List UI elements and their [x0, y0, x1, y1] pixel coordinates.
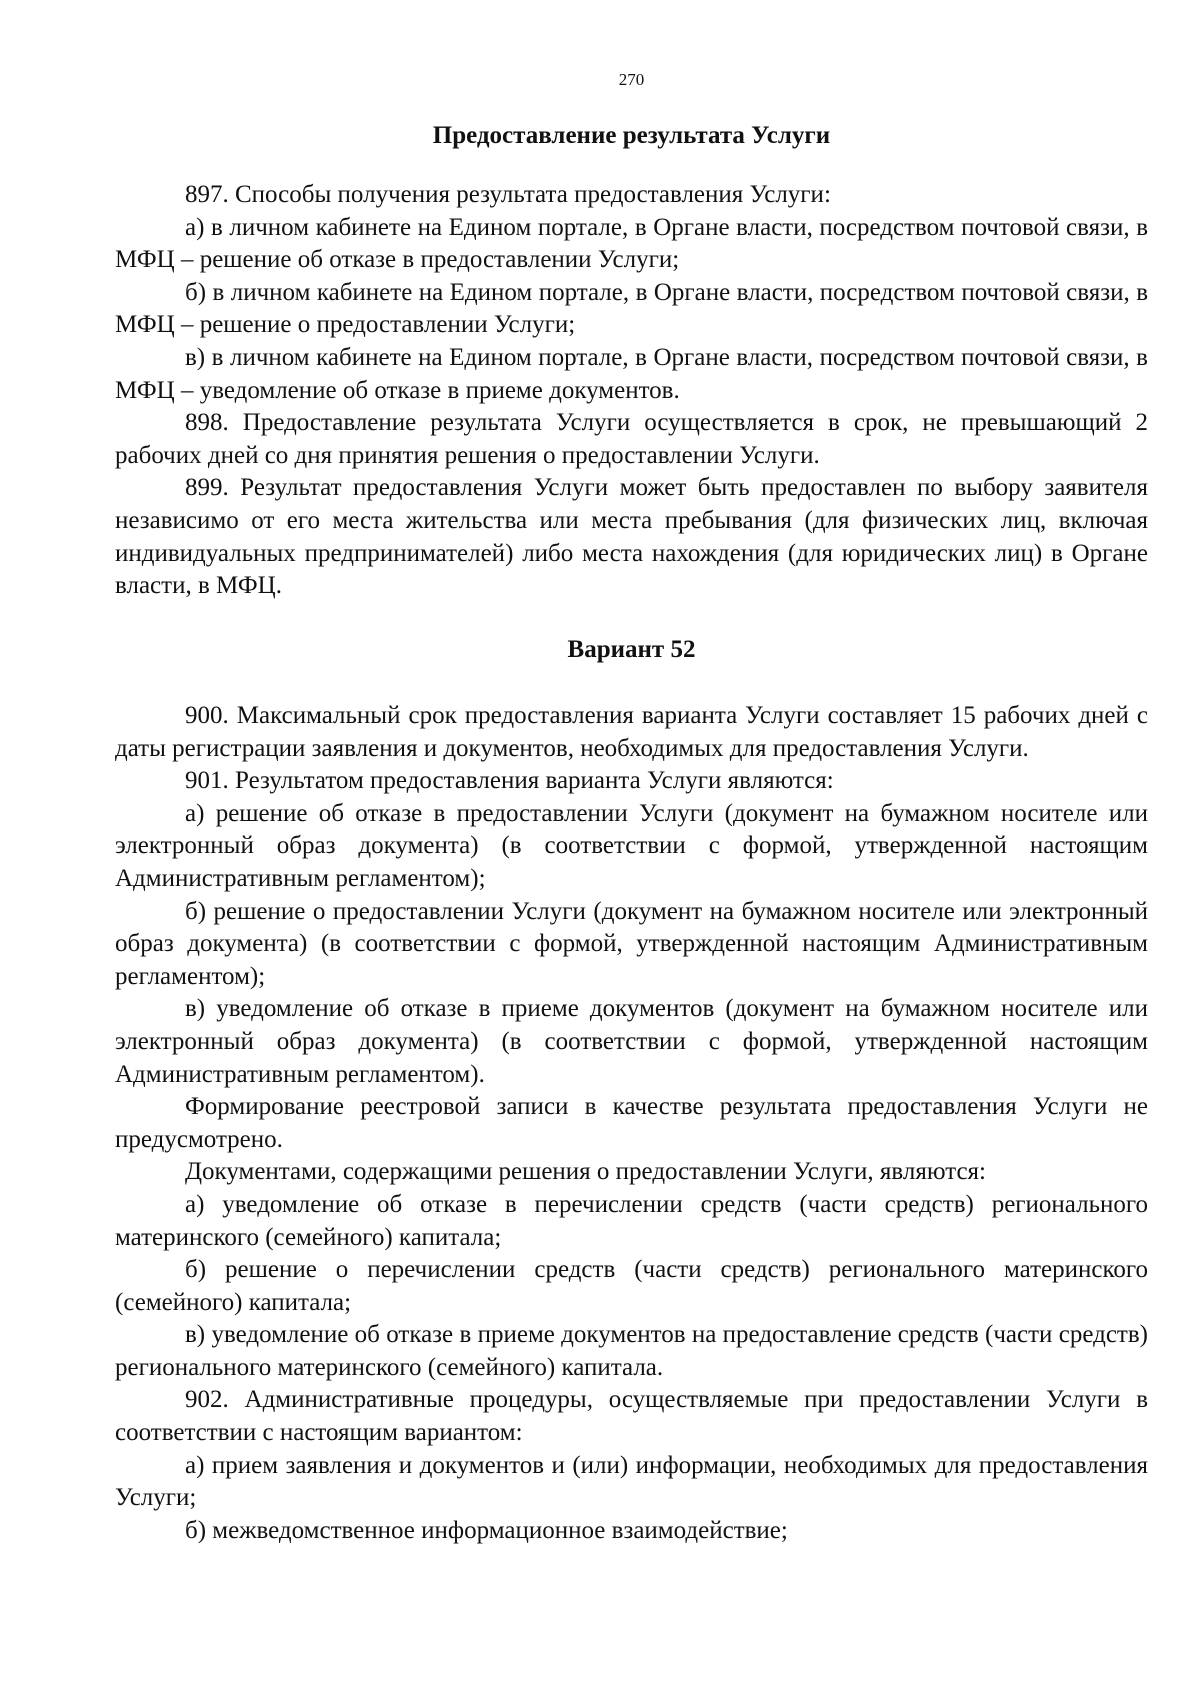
page-number: 270: [618, 70, 645, 89]
paragraph: б) решение о перечислении средств (части средств) регионального материнского (семейного) капитала;: [115, 1256, 1148, 1316]
paragraph: 901. Результатом предоставления варианта Услуги являются:: [185, 767, 834, 795]
paragraph: 902. Административные процедуры, осуществляемые при предоставлении Услуги в соответствии с настоящим вариантом:: [115, 1386, 1148, 1447]
paragraph: 900. Максимальный срок предоставления варианта Услуги составляет 15 рабочих дней с даты регистрации заявления и документов, необходимых для предоставления Услуги.: [115, 702, 1148, 762]
paragraph: в) в личном кабинете на Едином портале, в Органе власти, посредством почтовой связи, в МФЦ – уведомление об отказе в приеме документов.: [115, 343, 1148, 404]
section-body-result: [115, 179, 1148, 603]
section-heading-variant: Вариант 52: [567, 636, 696, 663]
paragraph: в) уведомление об отказе в приеме документов на предоставление средств (части средств) регионального материнского (семейного) капитала.: [115, 1321, 1148, 1381]
paragraph: 899. Результат предоставления Услуги может быть предоставлен по выбору заявителя независимо от его места жительства или места пребывания (для физических лиц, включая индивидуальных предпринимателей) либо места нахождения (для юридических лиц) в Органе власти, в МФЦ.: [115, 474, 1148, 600]
paragraph: б) в личном кабинете на Едином портале, в Органе власти, посредством почтовой связи, в МФЦ – решение о предоставлении Услуги;: [115, 278, 1148, 339]
section-body-variant: [115, 700, 1148, 1547]
paragraph: б) межведомственное информационное взаимодействие;: [185, 1516, 788, 1544]
section-heading-result: Предоставление результата Услуги: [432, 122, 831, 149]
paragraph: Документами, содержащими решения о предоставлении Услуги, являются:: [185, 1158, 986, 1186]
paragraph: в) уведомление об отказе в приеме документов (документ на бумажном носителе или электронный образ документа) (в соответствии с формой, утвержденной настоящим Административным регламентом).: [115, 995, 1148, 1088]
paragraph: б) решение о предоставлении Услуги (документ на бумажном носителе или электронный образ документа) (в соответствии с формой, утвержденной настоящим Административным регламентом);: [115, 897, 1148, 990]
paragraph: а) решение об отказе в предоставлении Услуги (документ на бумажном носителе или электронный образ документа) (в соответствии с формой, утвержденной настоящим Административным регламентом);: [115, 799, 1148, 892]
paragraph: а) уведомление об отказе в перечислении средств (части средств) регионального материнского (семейного) капитала;: [115, 1190, 1148, 1251]
paragraph: а) прием заявления и документов и (или) информации, необходимых для предоставления Услуги;: [115, 1451, 1148, 1512]
paragraph: 897. Способы получения результата предоставления Услуги:: [185, 181, 831, 208]
paragraph: 898. Предоставление результата Услуги осуществляется в срок, не превышающий 2 рабочих дней со дня принятия решения о предоставлении Услуги.: [115, 409, 1148, 469]
paragraph: а) в личном кабинете на Едином портале, в Органе власти, посредством почтовой связи, в МФЦ – решение об отказе в предоставлении Услуги;: [115, 213, 1148, 274]
paragraph: Формирование реестровой записи в качестве результата предоставления Услуги не предусмотрено.: [115, 1093, 1148, 1153]
